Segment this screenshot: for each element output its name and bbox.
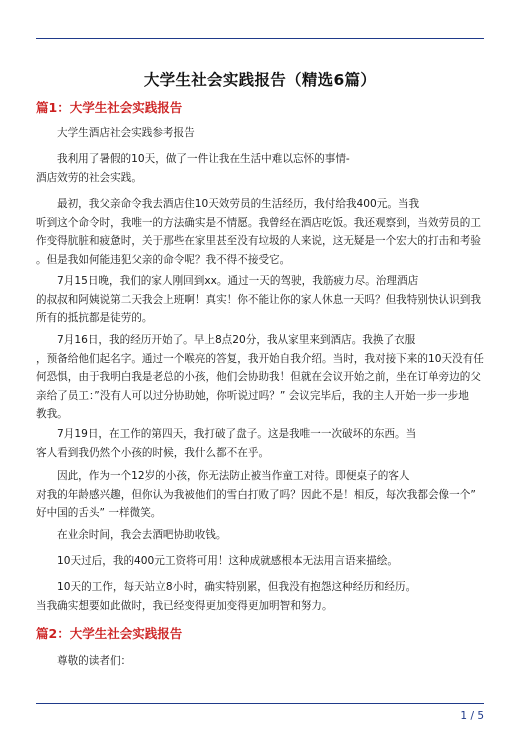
paragraph-line: 在业余时间，我会去酒吧协助收钱。 bbox=[57, 529, 227, 541]
paragraph-line: 尊敬的读者们： bbox=[57, 655, 132, 667]
paragraph-line: 因此，作为一个12岁的小孩，你无法防止被当作童工对待。即便桌子的客人 bbox=[57, 470, 410, 482]
paragraph-line: 7月15日晚，我们的家人刚回到xx。通过一天的驾驶，我筋疲力尽。治理酒店 bbox=[57, 275, 419, 287]
paragraph-10 bbox=[36, 578, 484, 615]
footer-rule bbox=[36, 703, 484, 704]
paragraph-9 bbox=[36, 552, 484, 571]
paragraph-line: 7月19日，在工作的第四天，我打破了盘子。这是我唯一一次破坏的东西。当 bbox=[57, 428, 417, 440]
paragraph-line: 亲给了员工：”没有人可以过分协助她，你听说过吗？” 会议完毕后，我的主人开始一步一步地 bbox=[36, 389, 469, 402]
header-rule bbox=[36, 38, 484, 39]
paragraph-line: 最初，我父亲命令我去酒店住10天效劳员的生活经历，我付给我400元。当我 bbox=[57, 198, 420, 210]
paragraph-8 bbox=[36, 526, 484, 545]
paragraph-line: 的叔叔和阿姨说第二天我会上班啊！真实！你不能让你的家人休息一天吗？但我特别快认识到我 bbox=[36, 293, 481, 306]
paragraph-2 bbox=[36, 150, 484, 187]
paragraph-line: 教我。 bbox=[36, 408, 68, 420]
paragraph-line: 7月16日，我的经历开始了。早上8点20分，我从家里来到酒店。我换了衣服 bbox=[57, 334, 416, 346]
paragraph-line: 大学生酒店社会实践参考报告 bbox=[57, 127, 195, 139]
paragraph-line: 何恐惧，由于我明白我是老总的小孩，他们会协助我！但就在会议开始之前，坐在订单旁边的父 bbox=[36, 371, 481, 383]
paragraph-5 bbox=[36, 331, 484, 424]
paragraph-line: 。但是我如何能违犯父亲的命令呢？我不得不接受它。 bbox=[36, 253, 291, 266]
paragraph-line: 10天的工作，每天站立8小时，确实特别累，但我没有抱怨这种经历和经历。 bbox=[57, 581, 417, 593]
document-title: 大学生社会实践报告（精选6篇） bbox=[143, 71, 377, 89]
paragraph-6 bbox=[36, 425, 484, 462]
paragraph-4 bbox=[36, 272, 484, 328]
section-2-heading: 篇2：大学生社会实践报告 bbox=[36, 626, 183, 641]
section-1-heading: 篇1：大学生社会实践报告 bbox=[36, 100, 183, 115]
paragraph-line: 当我确实想要如此做时，我已经变得更加变得更加明智和努力。 bbox=[36, 599, 333, 612]
page-number: 1 / 5 bbox=[460, 710, 484, 722]
paragraph-line: 酒店效劳的社会实践。 bbox=[36, 171, 142, 184]
paragraph-line: 作变得肮脏和疲惫时，关于那些在家里甚至没有垃圾的人来说，这无疑是一个宏大的打击和考验 bbox=[36, 235, 481, 247]
paragraph-line: ，预备给他们起名字。通过一个喉亮的答复，我开始自我介绍。当时，我对接下来的10天没有任 bbox=[36, 352, 484, 365]
paragraph-line: 对我的年龄感兴趣，但你认为我被他们的雪白打败了吗？因此不是！相反，每次我都会像一个” bbox=[36, 488, 476, 501]
paragraph-3 bbox=[36, 195, 484, 269]
paragraph-line: 客人看到我仍然个小孩的时候，我什么都不在乎。 bbox=[36, 446, 270, 459]
paragraph-11 bbox=[36, 652, 484, 671]
paragraph-line: 好中国的舌头” 一样微笑。 bbox=[36, 507, 162, 519]
paragraph-line: 我利用了暑假的10天，做了一件让我在生活中难以忘怀的事情- bbox=[57, 153, 350, 165]
paragraph-1 bbox=[36, 124, 484, 143]
paragraph-line: 所有的抵抗都是徒劳的。 bbox=[36, 312, 153, 324]
paragraph-7 bbox=[36, 467, 484, 523]
paragraph-line: 听到这个命令时，我唯一的方法确实是不情愿。我曾经在酒店吃饭。我还观察到，当效劳员的工 bbox=[36, 216, 481, 229]
paragraph-line: 10天过后，我的400元工资将可用！这种成就感根本无法用言语来描绘。 bbox=[57, 555, 398, 567]
